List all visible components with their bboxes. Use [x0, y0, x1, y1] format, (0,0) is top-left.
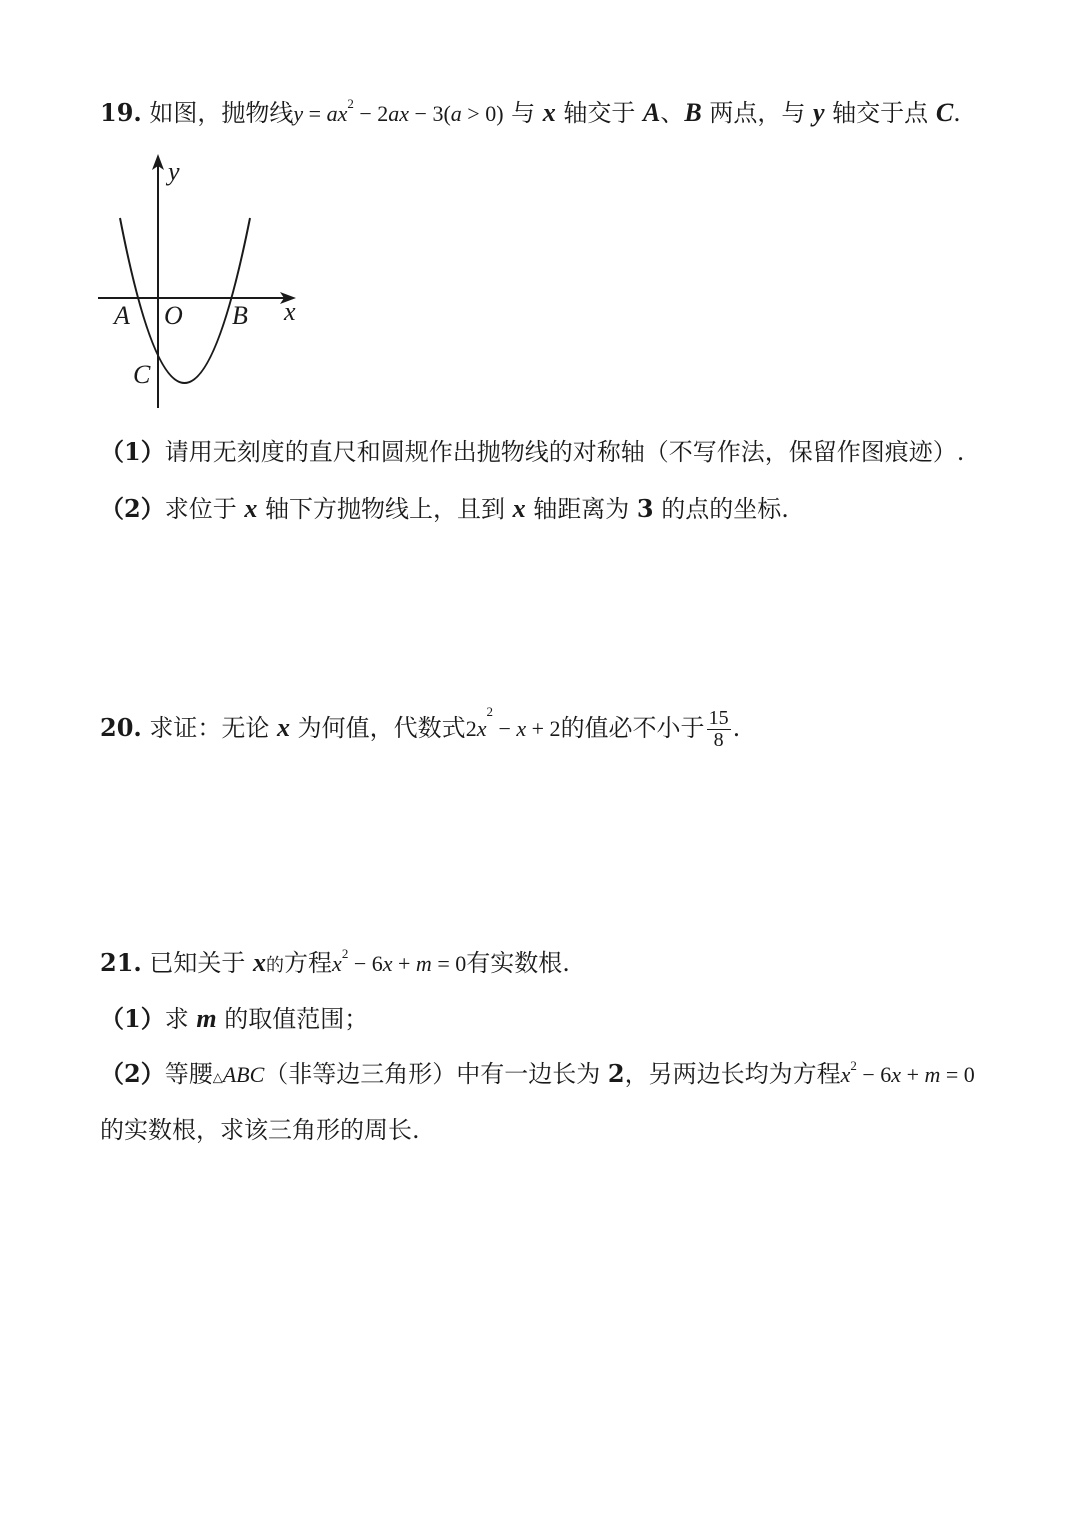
q20-stem: 20. 求证：无论 x 为何值，代数式$2x^2 - x + 2$的值必不小于 $\frac{15}{8}$ . — [100, 704, 741, 751]
label-C: C — [133, 360, 151, 389]
q21-part1: （1）求 m 的取值范围； — [100, 1004, 369, 1033]
q21-part2-number: （2） — [100, 1059, 165, 1088]
q20-expression: $2x^2 - x + 2$ — [465, 704, 561, 741]
label-O: O — [164, 301, 183, 330]
label-y: y — [168, 157, 180, 186]
label-A: A — [114, 301, 130, 330]
q21-number: 21. — [100, 948, 142, 977]
q21-triangle-name: △ABC — [212, 1062, 265, 1087]
q19-part2: （2）求位于 x 轴下方抛物线上，且到 x 轴距离为 3 的点的坐标. — [100, 494, 789, 523]
q21-part2-equation: $x^2 - 6x + m = 0$ — [840, 1058, 975, 1087]
q19-part2-number: （2） — [100, 494, 165, 523]
q21-part2-continued: 的实数根，求该三角形的周长. — [100, 1116, 420, 1144]
parabola-curve — [120, 218, 250, 383]
q19-intro: 如图，抛物线 — [149, 99, 294, 127]
q19-equation: $y = ax^2 - 2ax - 3(a > 0)$ — [293, 96, 504, 126]
q19-stem: 19. 如图，抛物线$y = ax^2 - 2ax - 3(a > 0)$ 与 x 轴交于 A、B 两点，与 y 轴交于点 C. — [100, 96, 961, 127]
q19-part1-text: 请用无刻度的直尺和圆规作出抛物线的对称轴（不写作法，保留作图痕迹）. — [164, 438, 965, 466]
q19-part1 — [100, 437, 965, 466]
q19-part1-number: （1） — [100, 437, 165, 466]
q21-equation: $x^2 - 6x + m = 0$ — [332, 946, 467, 976]
q21-stem: 21. 已知关于 x的方程$x^2 - 6x + m = 0$有实数根. — [100, 946, 570, 977]
q19-number: 19. — [100, 98, 142, 127]
q21-part2: （2）等腰△ABC（非等边三角形）中有一边长为 2，另两边长均为方程$x^2 - 6x + m = 0$ — [100, 1058, 975, 1088]
q19-parabola-figure — [88, 150, 318, 415]
q20-fraction: $\frac{15}{8}$ — [708, 707, 729, 751]
label-x: x — [284, 297, 296, 326]
q20-number: 20. — [100, 713, 142, 742]
q21-part1-number: （1） — [100, 1004, 165, 1033]
label-B: B — [232, 301, 248, 330]
